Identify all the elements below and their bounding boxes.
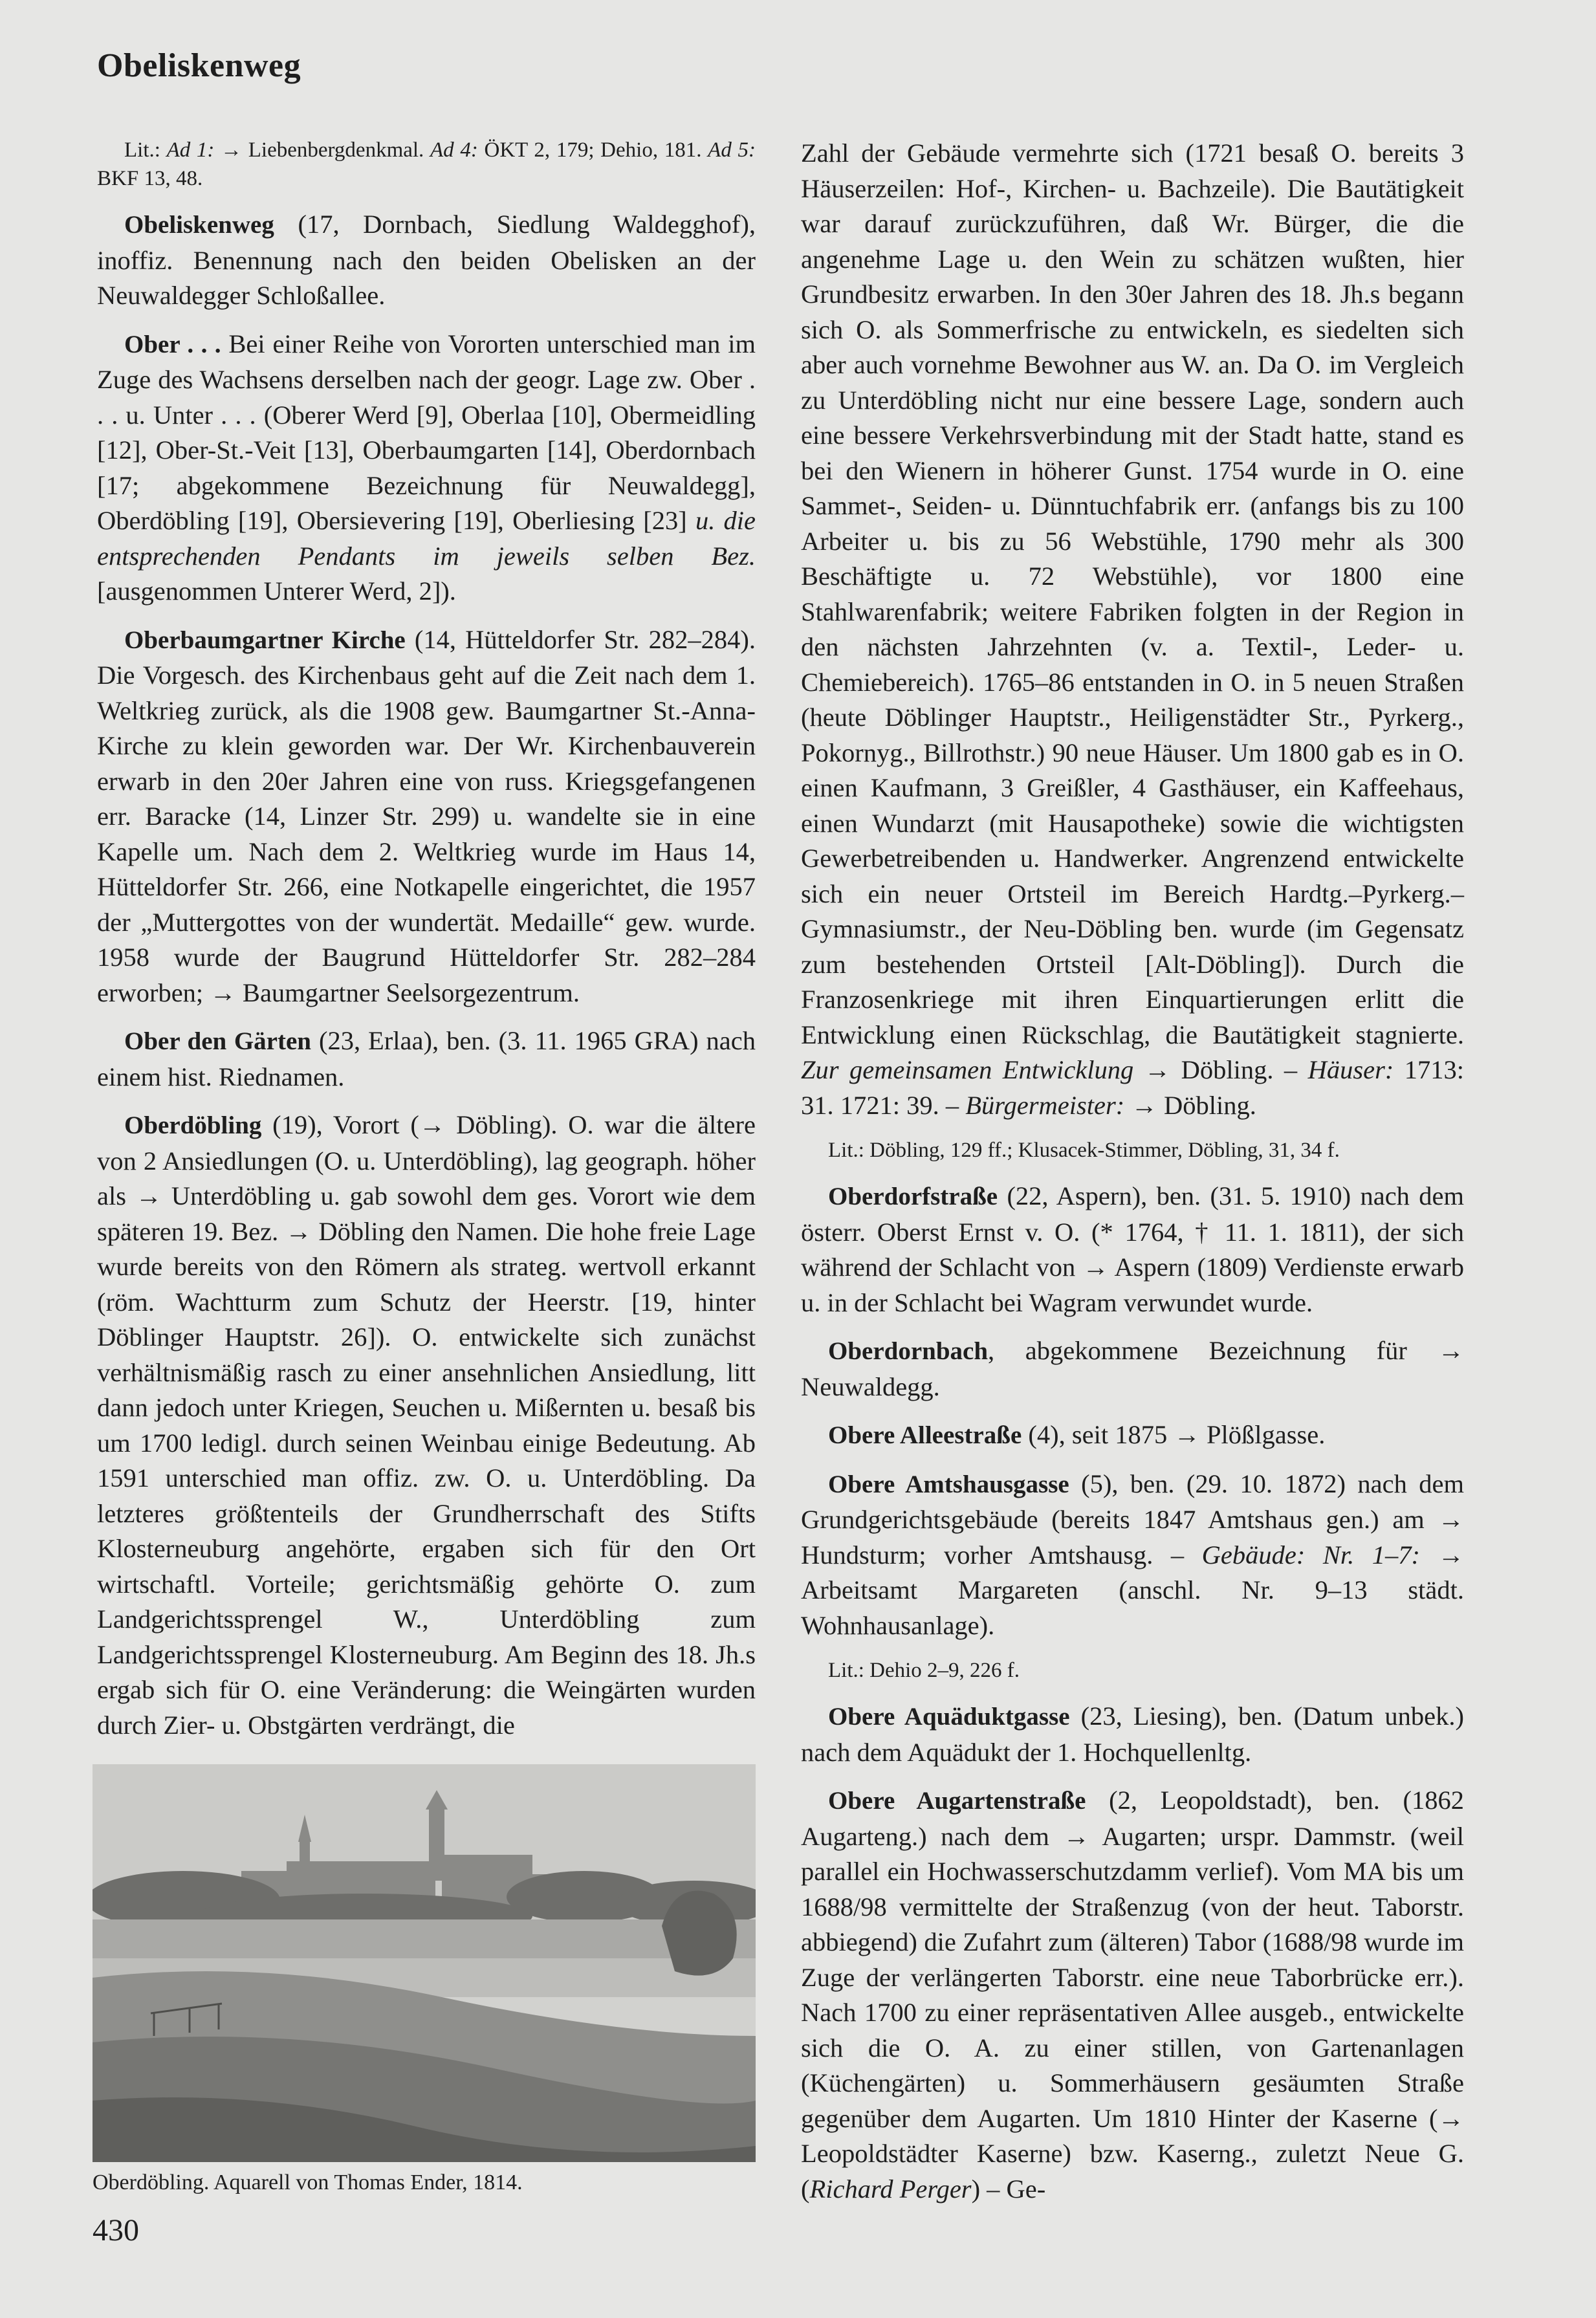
- entry-term: Oberdöbling: [124, 1111, 262, 1139]
- entry-term: Oberdornbach: [828, 1337, 989, 1365]
- entry-term: Obere Aquäduktgasse: [828, 1703, 1070, 1731]
- entry-term: Obere Alleestraße: [828, 1421, 1022, 1449]
- entry-term: Obere Augartenstraße: [828, 1787, 1086, 1815]
- entry-term: Oberdorfstraße: [828, 1183, 998, 1210]
- entry-obere-alleestrasse: Obere Alleestraße (4), seit 1875 → Plößlgasse.: [828, 1420, 1326, 1449]
- running-head: Obeliskenweg: [97, 47, 301, 84]
- entry-obere-amtshausgasse: Obere Amtshausgasse (5), ben. (29. 10. 1872) nach dem Grundgerichtsgebäude (bereits 1847 Amtshaus gen.) am → Hundsturm; vorher Amtshausg. – Gebäude: Nr. 1–7: → Arbeitsamt Margareten (anschl. Nr. 9–13 städt. Wohnhausanlage).: [801, 1469, 1465, 1640]
- left-column: [97, 136, 756, 1756]
- entry-oberdorfstrasse: Oberdorfstraße (22, Aspern), ben. (31. 5. 1910) nach dem österr. Oberst Ernst v. O. (* 1764, † 11. 1. 1811), der sich während der Schlacht von → Aspern (1809) Verdienste erwarb u. in der Schlacht bei Wagram verwundet wurde.: [801, 1181, 1464, 1317]
- entry-term: Obere Amtshausgasse: [828, 1470, 1069, 1498]
- right-column: [801, 136, 1464, 2220]
- figure-caption: Oberdöbling. Aquarell von Thomas Ender, 1814.: [93, 2170, 523, 2194]
- entry-term: Oberbaumgartner Kirche: [124, 626, 406, 654]
- entry-obeliskenweg: Obeliskenweg (17, Dornbach, Siedlung Waldegghof), inoffiz. Benennung nach den beiden Obelisken an der Neuwaldegger Schloßallee.: [97, 210, 756, 310]
- entry-term: Ober den Gärten: [124, 1027, 311, 1055]
- literature-note: Lit.: Dehio 2–9, 226 f.: [828, 1659, 1020, 1682]
- entry-ober: Ober . . . Bei einer Reihe von Vororten unterschied man im Zuge des Wachsens derselben nach der geogr. Lage zw. Ober . . . u. Unter . . . (Oberer Werd [9], Oberlaa [10], Obermeidling [12], Ober-St.-Veit [13], Oberbaumgarten [14], Oberdornbach [17; abgekommene Bezeichnung für Neuwaldegg], Oberdöbling [19], Obersievering [19], Oberliesing [23] u. die entsprechenden Pendants im jeweils selben Bez. [ausgenommen Unterer Werd, 2]).: [97, 329, 756, 606]
- entry-oberbaumgartner-kirche: Oberbaumgartner Kirche (14, Hütteldorfer Str. 282–284). Die Vorgesch. des Kirchenbaus geht auf die Zeit nach dem 1. Weltkrieg zurück, als die 1908 gew. Baumgartner St.-Anna-Kirche zu klein geworden war. Der Wr. Kirchenbauverein erwarb in den 20er Jahren eine von russ. Kriegsgefangenen err. Baracke (14, Linzer Str. 299) u. wandelte sie in eine Kapelle um. Nach dem 2. Weltkrieg wurde im Haus 14, Hütteldorfer Str. 266, eine Notkapelle eingerichtet, die 1957 der „Muttergottes von der wundertät. Medaille“ gew. wurde. 1958 wurde der Baugrund Hütteldorfer Str. 282–284 erworben; → Baumgartner Seelsorgezentrum.: [97, 624, 756, 1007]
- entry-oberdornbach: Oberdornbach, abgekommene Bezeichnung für → Neuwaldegg.: [801, 1336, 1464, 1401]
- literature-note: Lit.: Döbling, 129 ff.; Klusacek-Stimmer, Döbling, 31, 34 f.: [828, 1139, 1340, 1162]
- entry-oberdoebling: Oberdöbling (19), Vorort (→ Döbling). O. war die ältere von 2 Ansiedlungen (O. u. Unterdöbling), lag geograph. höher als → Unterdöbling u. gab sowohl dem ges. Vorort wie dem späteren 19. Bez. → Döbling den Namen. Die hohe freie Lage wurde bereits von den Römern als strateg. wertvoll erkannt (röm. Wachtturm zum Schutz der Heerstr. [19, hinter Döblinger Hauptstr. 26]). O. entwickelte sich zunächst verhältnismäßig rasch zu einer ansehnlichen Ansiedlung, litt dann jedoch unter Kriegen, Seuchen u. Mißernten u. besaß bis um 1700 ledigl. durch seinen Weinbau einige Bedeutung. Ab 1591 unterschied man offiz. zw. O. u. Unterdöbling. Da letzteres größtenteils der Grundherrschaft des Stifts Klosterneuburg angehörte, ergaben sich für den Ort wirtschaftl. Vorteile; gerichtsmäßig gehörte O. zum Landgerichtssprengel W., Unterdöbling zum Landgerichtssprengel Klosterneuburg. Am Beginn des 18. Jh.s ergab sich für O. eine Veränderung: die Weingärten wurden durch Zier- u. Obstgärten verdrängt, die: [97, 1110, 756, 1740]
- entry-ober-den-gaerten: Ober den Gärten (23, Erlaa), ben. (3. 11. 1965 GRA) nach einem hist. Riednamen.: [97, 1026, 756, 1091]
- entry-obere-augartenstrasse: Obere Augartenstraße (2, Leopoldstadt), ben. (1862 Augarteng.) nach dem → Augarten; urspr. Dammstr. (weil parallel ein Hochwasserschutzdamm verlief). Vom MA bis um 1688/98 vermittelte der Straßenzug (von der heut. Taborstr. abbiegend) die Zufahrt zum (älteren) Tabor (1688/98 wurde im Zuge der verlängerten Taborstr. eine neue Taborbrücke err.). Nach 1700 zu einer repräsentativen Allee ausgeb., entwickelte sich die O. A. zu einer stillen, von Gartenanlagen (Küchengärten) u. Sommerhäusern gesäumten Straße gegenüber dem Augarten. Um 1810 Hinter der Kaserne (→ Leopoldstädter Kaserne) bzw. Kaserng., zuletzt Neue G. (Richard Perger) – Ge-: [801, 1786, 1464, 2203]
- entry-obere-aquaeduktgasse: Obere Aquäduktgasse (23, Liesing), ben. (Datum unbek.) nach dem Aquädukt der 1. Hochquellenltg.: [801, 1701, 1464, 1767]
- entry-term: Ober . . .: [124, 330, 221, 358]
- entry-oberdoebling-continued: Zahl der Gebäude vermehrte sich (1721 besaß O. bereits 3 Häuserzeilen: Hof-, Kirchen- u. Bachzeile). Die Bautätigkeit war darauf zurückzuführen, daß Wr. Bürger, die die angenehme Lage u. den Wein zu schätzen wußten, hier Grundbesitz erwarben. In den 30er Jahren des 18. Jh.s begann sich O. als Sommerfrische zu entwickeln, es siedelten sich aber auch vornehme Bewohner aus W. an. Da O. im Vergleich zu Unterdöbling nicht nur eine bessere Lage, sondern auch eine bessere Verkehrsverbindung mit der Stadt hatte, stand es bei den Wienern in höherer Gunst. 1754 wurde in O. eine Sammet-, Seiden- u. Dünntuchfabrik err. (anfangs bis zu 100 Arbeiter u. bis zu 56 Webstühle, 1790 mehr als 300 Beschäftigte u. 72 Webstühle), vor 1800 eine Stahlwarenfabrik; weitere Fabriken folgten in der Region in den nächsten Jahrzehnten (v. a. Textil-, Leder- u. Chemiebereich). 1765–86 entstanden in O. in 5 neuen Straßen (heute Döblinger Hauptstr., Heiligenstädter Str., Pyrkerg., Pokornyg., Billrothstr.) 90 neue Häuser. Um 1800 gab es in O. einen Kaufmann, 3 Greißler, 4 Gasthäuser, ein Kaffeehaus, einen Wundarzt (mit Hausapotheke) sowie die wichtigsten Gewerbetreibenden u. Handwerker. Angrenzend entwickelte sich ein neuer Ortsteil im Bereich Hardtg.–Pyrkerg.–Gymnasiumstr., der Neu-Döbling ben. wurde (im Gegensatz zum bestehenden Ortsteil [Alt-Döbling]). Durch die Franzosenkriege mit ihren Einquartierungen erlitt die Entwicklung einen Rückschlag, die Bautätigkeit stagnierte. Zur gemeinsamen Entwicklung → Döbling. – Häuser: 1713: 31. 1721: 39. – Bürgermeister: → Döbling.: [801, 138, 1464, 1120]
- entry-term: Obeliskenweg: [124, 211, 274, 239]
- page-number: 430: [93, 2213, 139, 2247]
- watercolor-illustration: [93, 1764, 756, 2162]
- literature-note: Lit.: Ad 1: → Liebenbergdenkmal. Ad 4: ÖKT 2, 179; Dehio, 181. Ad 5: BKF 13, 48.: [97, 138, 756, 190]
